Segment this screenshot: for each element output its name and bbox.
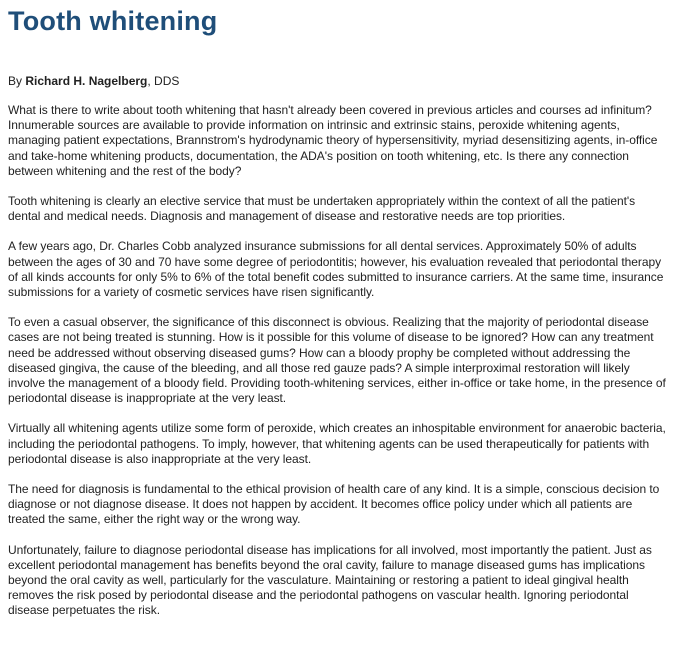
paragraph-6: The need for diagnosis is fundamental to the ethical provision of health care of any kind. It is a simple, conscious decision to diagnose or not diagnose disease. It does not happen by accident. It becomes office policy under which all patients are treated the same, either the right way or the wrong way. — [8, 482, 660, 527]
paragraph-4: To even a casual observer, the significance of this disconnect is obvious. Realizing that the majority of periodontal disease cases are not being treated is stunning. How is it possible for this volume of disease to be ignored? How can any treatment need be addressed without observing diseased gums? How can a bloody prophy be completed without addressing the diseased gingiva, the cause of the bleeding, and all those red gauze pads? A simple interproximal restoration will likely involve the management of a bloody field. Providing tooth-whitening services, either in-office or take home, in the presence of periodontal disease is inappropriate at the very least. — [8, 315, 666, 406]
byline-suffix: , DDS — [147, 74, 180, 88]
paragraph-5: Virtually all whitening agents utilize some form of peroxide, which creates an inhospitable environment for anaerobic bacteria, including the periodontal pathogens. To imply, however, that whitening agents can be used therapeutically for patients with periodontal disease is also inappropriate at the very least. — [8, 421, 666, 466]
paragraph-3: A few years ago, Dr. Charles Cobb analyzed insurance submissions for all dental services. Approximately 50% of adults between the ages of 30 and 70 have some degree of periodontitis; however, his evaluation revealed that periodontal therapy of all kinds accounts for only 5% to 6% of the total benefit codes submitted to insurance carriers. At the same time, insurance submissions for a variety of cosmetic services have risen significantly. — [8, 239, 664, 300]
byline-prefix: By — [8, 74, 26, 88]
article-title: Tooth whitening — [8, 6, 218, 36]
paragraph-1: What is there to write about tooth whitening that hasn't already been covered in previous articles and courses ad infinitum? Innumerable sources are available to provide information on intrinsic and extrinsic stains, peroxide whitening agents, managing patient expectations, Brannstrom's hydrodynamic theory of hypersensitivity, myriad desensitizing agents, in-office and take-home whitening products, documentation, the ADA's position on tooth whitening, etc. Is there any connection between whitening and the rest of the body? — [8, 103, 658, 178]
paragraph-2: Tooth whitening is clearly an elective service that must be undertaken appropriately within the context of all the patient's dental and medical needs. Diagnosis and management of disease and restorative needs are top priorities. — [8, 194, 636, 224]
paragraph-7: Unfortunately, failure to diagnose periodontal disease has implications for all involved, most importantly the patient. Just as excellent periodontal management has benefits beyond the oral cavity, failure to manage diseased gums has implications beyond the oral cavity as well, particularly for the vasculature. Maintaining or restoring a patient to ideal gingival health removes the risk posed by periodontal disease and the periodontal pathogens on vascular health. Ignoring periodontal disease perpetuates the risk. — [8, 542, 652, 618]
byline — [8, 74, 667, 89]
byline-author: Richard H. Nagelberg — [25, 74, 148, 88]
